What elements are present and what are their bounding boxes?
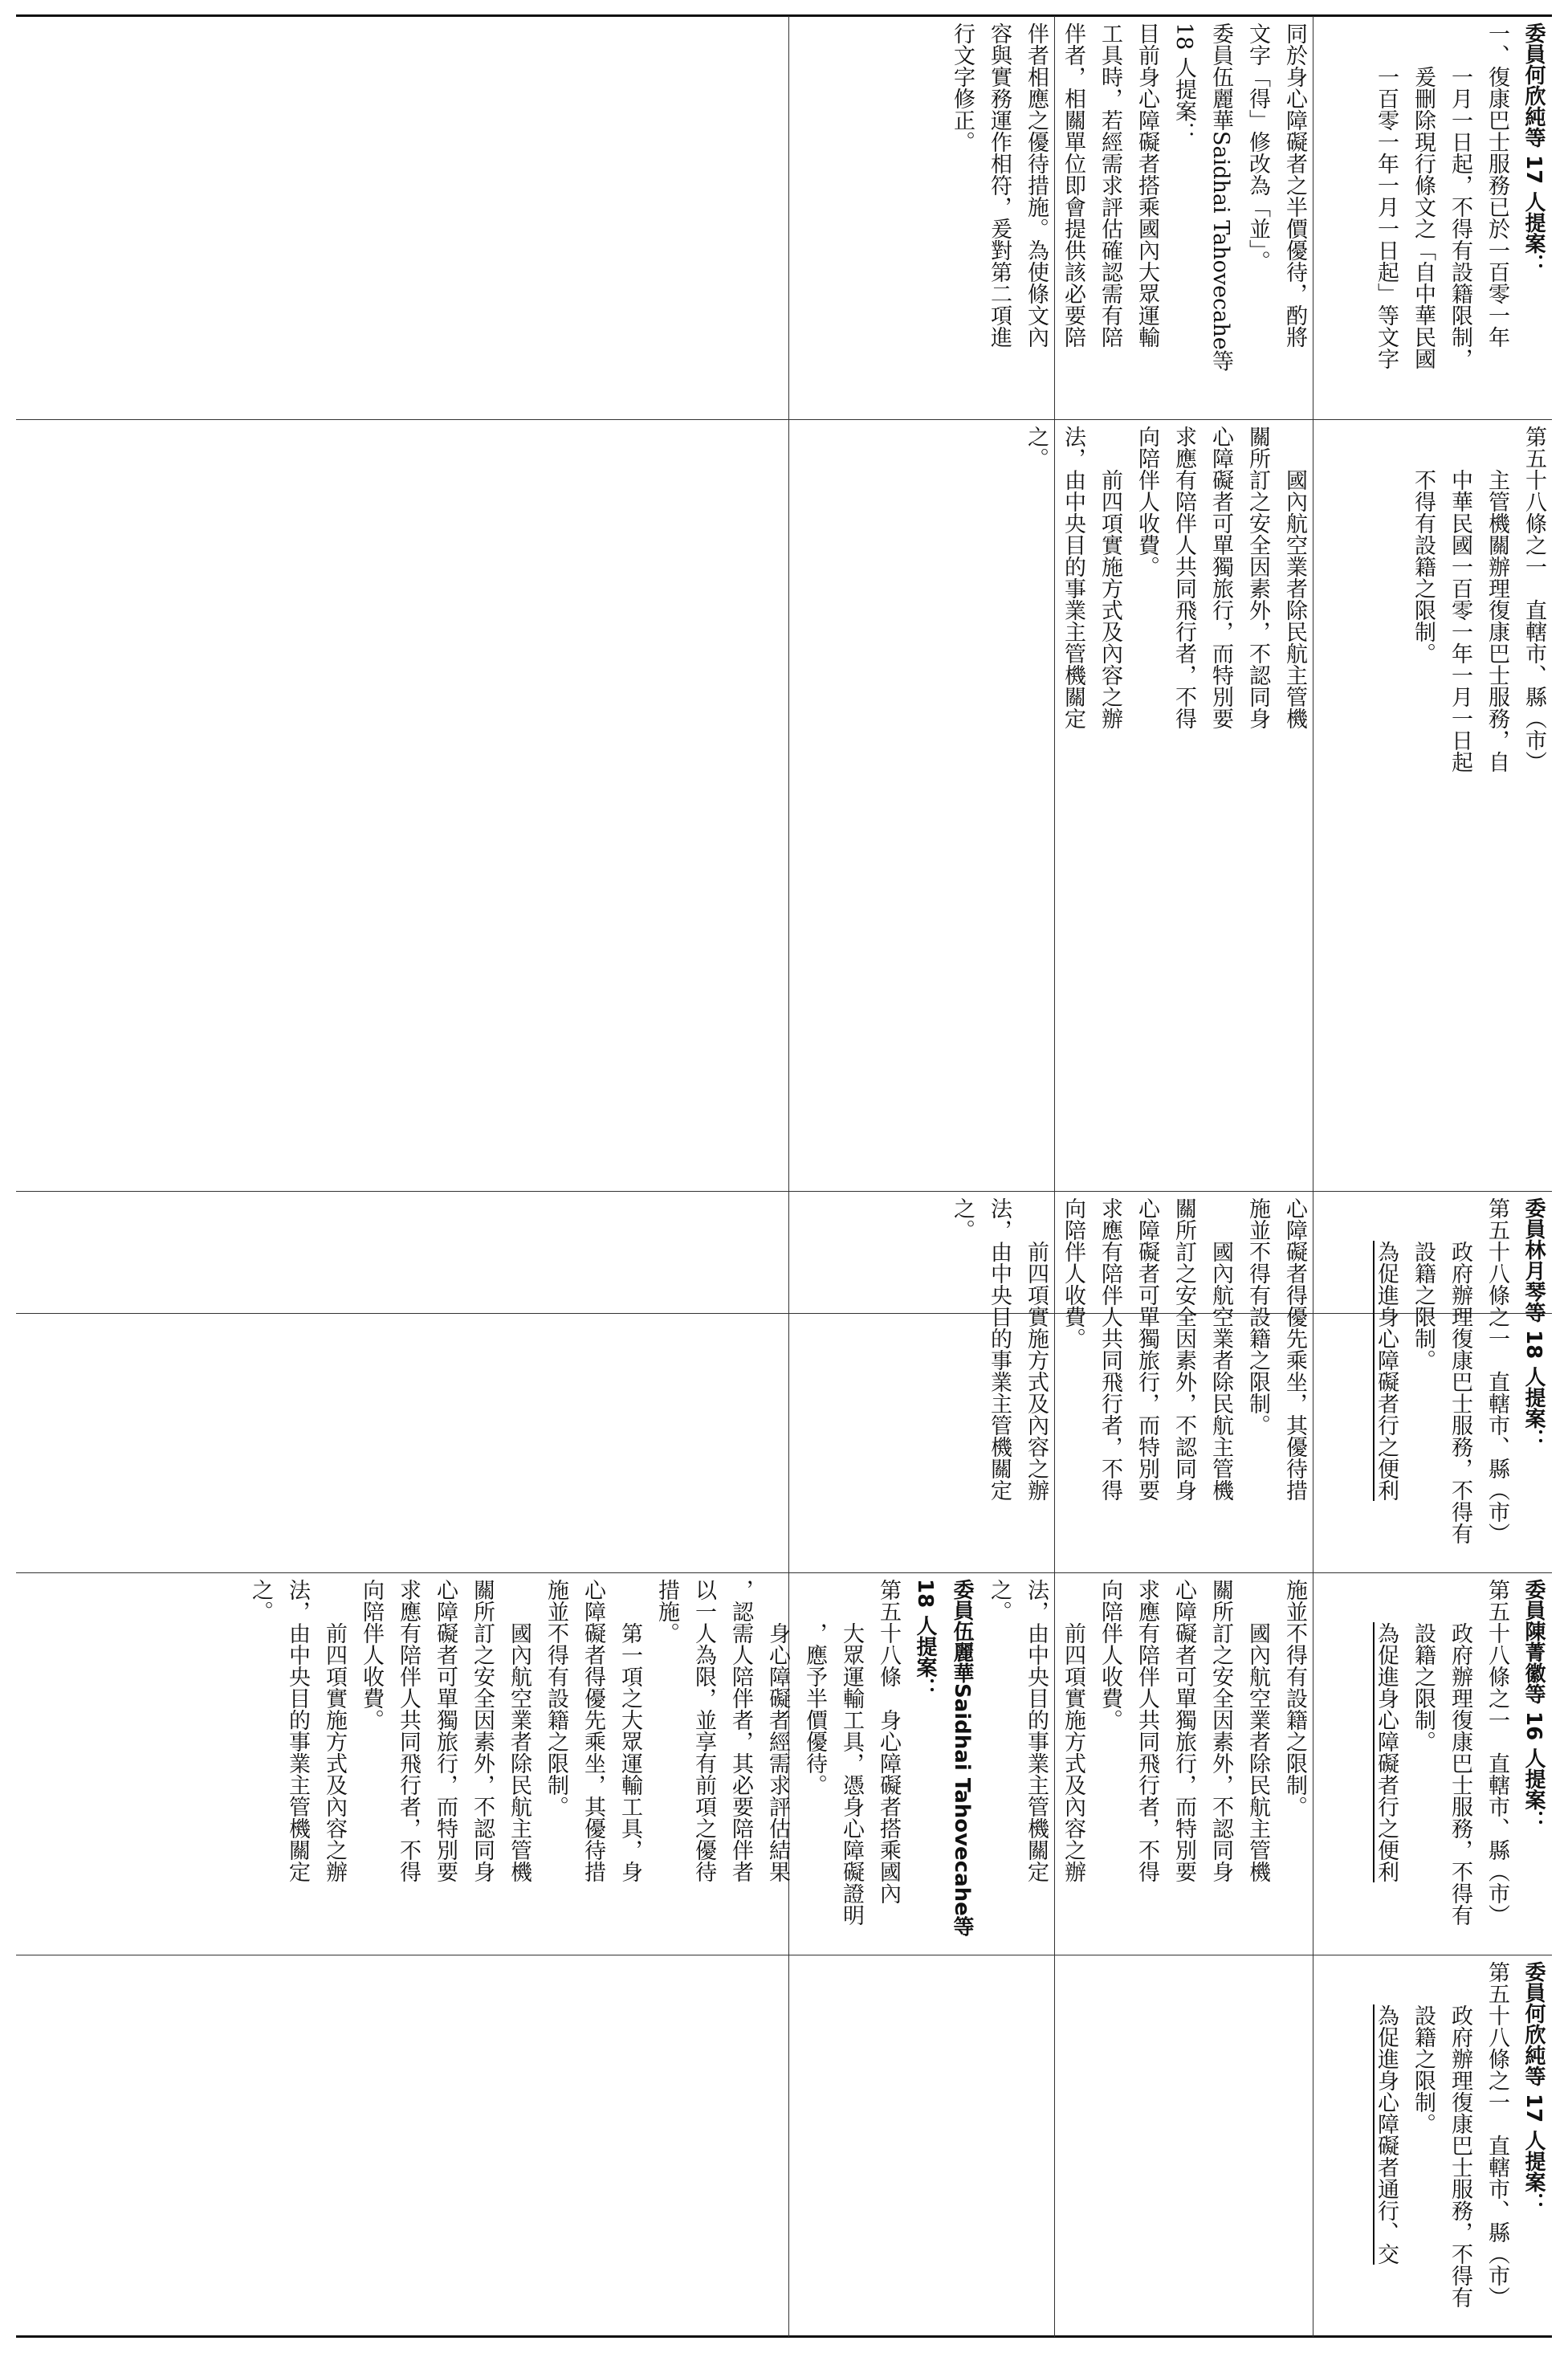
text-line: 心障礙者得優先乘坐，其優待措	[1282, 1197, 1307, 1501]
row-rule	[16, 419, 1552, 420]
text-line: 一月一日起，不得有設籍限制，	[1448, 66, 1472, 369]
text-line: 委員何欣純等 17 人提案：	[1521, 22, 1546, 275]
text-line: 法，由中央目的事業主管機關定	[285, 1579, 310, 1882]
text-line: 目前身心障礙者搭乘國內大眾運輸	[1134, 22, 1159, 348]
center-cell	[16, 1574, 1313, 1955]
text-line: 第五十八條 身心障礙者搭乘國內	[876, 1579, 901, 1904]
text-line: 設籍之限制。	[1411, 2004, 1436, 2135]
text-line: 求應有陪伴人共同飛行者，不得	[1098, 1197, 1122, 1501]
text-line: 政府辦理復康巴士服務，不得有	[1448, 1241, 1472, 1544]
text-line: 之。	[950, 1197, 975, 1241]
text-line: 伴者，相關單位即會提供該必要陪	[1061, 22, 1085, 348]
text-line: 文字「得」修改為「並」。	[1245, 22, 1270, 272]
text-line: 向陪伴人收費。	[359, 1579, 384, 1731]
text-line: 求應有陪伴人共同飛行者，不得	[396, 1579, 421, 1882]
text-line: 施並不得有設籍之限制。	[544, 1579, 568, 1817]
text-line: 一、復康巴士服務已於一百零一年	[1485, 22, 1509, 348]
text-line: 之。	[1024, 426, 1049, 469]
text-line: 關所訂之安全因素外，不認同身	[1245, 426, 1270, 729]
text-line: 行文字修正。	[950, 22, 975, 153]
text-line: 大眾運輸工具，憑身心障礙證明	[839, 1622, 864, 1926]
text-line: 政府辦理復康巴士服務，不得有	[1448, 1622, 1472, 1926]
text-line: 第一項之大眾運輸工具，身	[617, 1622, 642, 1882]
row-rule	[16, 1572, 1552, 1573]
text-line: 關所訂之安全因素外，不認同身	[1208, 1579, 1233, 1882]
text-line: 國內航空業者除民航主管機	[507, 1622, 531, 1882]
text-line: 關所訂之安全因素外，不認同身	[470, 1579, 495, 1882]
text-line: 施並不得有設籍之限制。	[1282, 1579, 1307, 1817]
text-line: 委員伍麗華Saidhai Tahovecahe等	[1208, 22, 1233, 372]
text-line: 一百零一年一月一日起」等文字	[1374, 66, 1399, 369]
text-line: 心障礙者可單獨旅行，而特別要	[1208, 426, 1233, 729]
text-line: 委員林月琴等 18 人提案：	[1521, 1197, 1546, 1450]
text-line: ，認需人陪伴者，其必要陪伴者	[728, 1579, 753, 1882]
text-line: 心障礙者得優先乘坐，其優待措	[580, 1579, 605, 1882]
text-line: 法，由中央目的事業主管機關定	[987, 1197, 1012, 1501]
text-line: ，應予半價優待。	[802, 1622, 827, 1796]
text-line: 第五十八條之一 直轄市、縣（市）	[1521, 426, 1546, 773]
text-line: 國內航空業者除民航主管機	[1245, 1622, 1270, 1882]
text-line: 為促進身心障礙者行之便利	[1374, 1622, 1399, 1882]
text-line: 委員何欣純等 17 人提案：	[1521, 1961, 1546, 2214]
top-cell-3	[16, 1193, 1313, 1572]
text-line: 第五十八條之一 直轄市、縣（市）	[1485, 1961, 1509, 2308]
text-line: 政府辦理復康巴士服務，不得有	[1448, 2004, 1472, 2308]
text-line: 第五十八條之一 直轄市、縣（市）	[1485, 1197, 1509, 1544]
text-line: 施並不得有設籍之限制。	[1245, 1197, 1270, 1436]
mid-cell-2	[1314, 18, 1552, 419]
text-line: 為促進身心障礙者通行、交	[1374, 2004, 1399, 2265]
text-line: 心障礙者可單獨旅行，而特別要	[1171, 1579, 1196, 1882]
mid-cell-6	[1314, 1956, 1552, 2335]
text-line: 向陪伴人收費。	[1061, 1197, 1085, 1349]
text-line: 法，由中央目的事業主管機關定	[1061, 426, 1085, 729]
text-line: 爰刪除現行條文之「自中華民國	[1411, 66, 1436, 369]
text-line: 前四項實施方式及內容之辦	[1024, 1241, 1049, 1501]
text-line: 法，由中央目的事業主管機關定	[1024, 1579, 1049, 1882]
text-line: 容與實務運作相符，爰對第二項進	[987, 22, 1012, 348]
text-line: 前四項實施方式及內容之辦	[322, 1622, 347, 1882]
text-line: 中華民國一百零一年一月一日起	[1448, 469, 1472, 773]
row-rule	[16, 1191, 1552, 1192]
text-line: 設籍之限制。	[1411, 1622, 1436, 1752]
text-line: 委員陳菁徽等 16 人提案：	[1521, 1579, 1546, 1832]
text-line: 國內航空業者除民航主管機	[1208, 1241, 1233, 1501]
text-line: 伴者相應之優待措施。為使條文內	[1024, 22, 1049, 348]
text-line: 之。	[987, 1579, 1012, 1622]
text-line: 向陪伴人收費。	[1098, 1579, 1122, 1731]
text-line: 18 人提案：	[1171, 22, 1196, 144]
text-line: 為促進身心障礙者行之便利	[1374, 1241, 1399, 1501]
text-line: 前四項實施方式及內容之辦	[1098, 469, 1122, 729]
mid-cell-3	[1314, 421, 1552, 1190]
text-line: 以一人為限，並享有前項之優待	[691, 1579, 716, 1882]
text-line: 求應有陪伴人共同飛行者，不得	[1134, 1579, 1159, 1882]
top-rule	[16, 14, 1552, 17]
text-line: 工具時，若經需求評估確認需有陪	[1098, 22, 1122, 348]
text-line: 關所訂之安全因素外，不認同身	[1171, 1197, 1196, 1501]
text-line: 主管機關辦理復康巴士服務，自	[1485, 469, 1509, 773]
text-line: 身心障礙者經需求評估結果	[765, 1622, 790, 1882]
text-line: 不得有設籍之限制。	[1411, 469, 1436, 664]
text-line: 18 人提案：	[913, 1579, 937, 1699]
text-line: 第五十八條之一 直轄市、縣（市）	[1485, 1579, 1509, 1926]
text-line: 委員伍麗華Saidhai Tahovecahe等	[950, 1579, 974, 1937]
top-cell-2	[16, 421, 1313, 1190]
text-line: 之。	[248, 1579, 273, 1622]
text-line: 前四項實施方式及內容之辦	[1061, 1622, 1085, 1882]
text-line: 設籍之限制。	[1411, 1241, 1436, 1371]
mid-cell-4	[1314, 1193, 1552, 1572]
text-line: 向陪伴人收費。	[1134, 426, 1159, 577]
top-cell-1	[16, 18, 1313, 419]
text-line: 國內航空業者除民航主管機	[1282, 469, 1307, 729]
text-line: 心障礙者可單獨旅行，而特別要	[1134, 1197, 1159, 1501]
text-line: 心障礙者可單獨旅行，而特別要	[433, 1579, 458, 1882]
mid-cell-5	[1314, 1574, 1552, 1955]
text-line: 同於身心障礙者之半價優待，酌將	[1282, 22, 1307, 348]
text-line: 措施。	[654, 1579, 679, 1644]
bottom-rule	[16, 2335, 1552, 2338]
text-line: 求應有陪伴人共同飛行者，不得	[1171, 426, 1196, 729]
